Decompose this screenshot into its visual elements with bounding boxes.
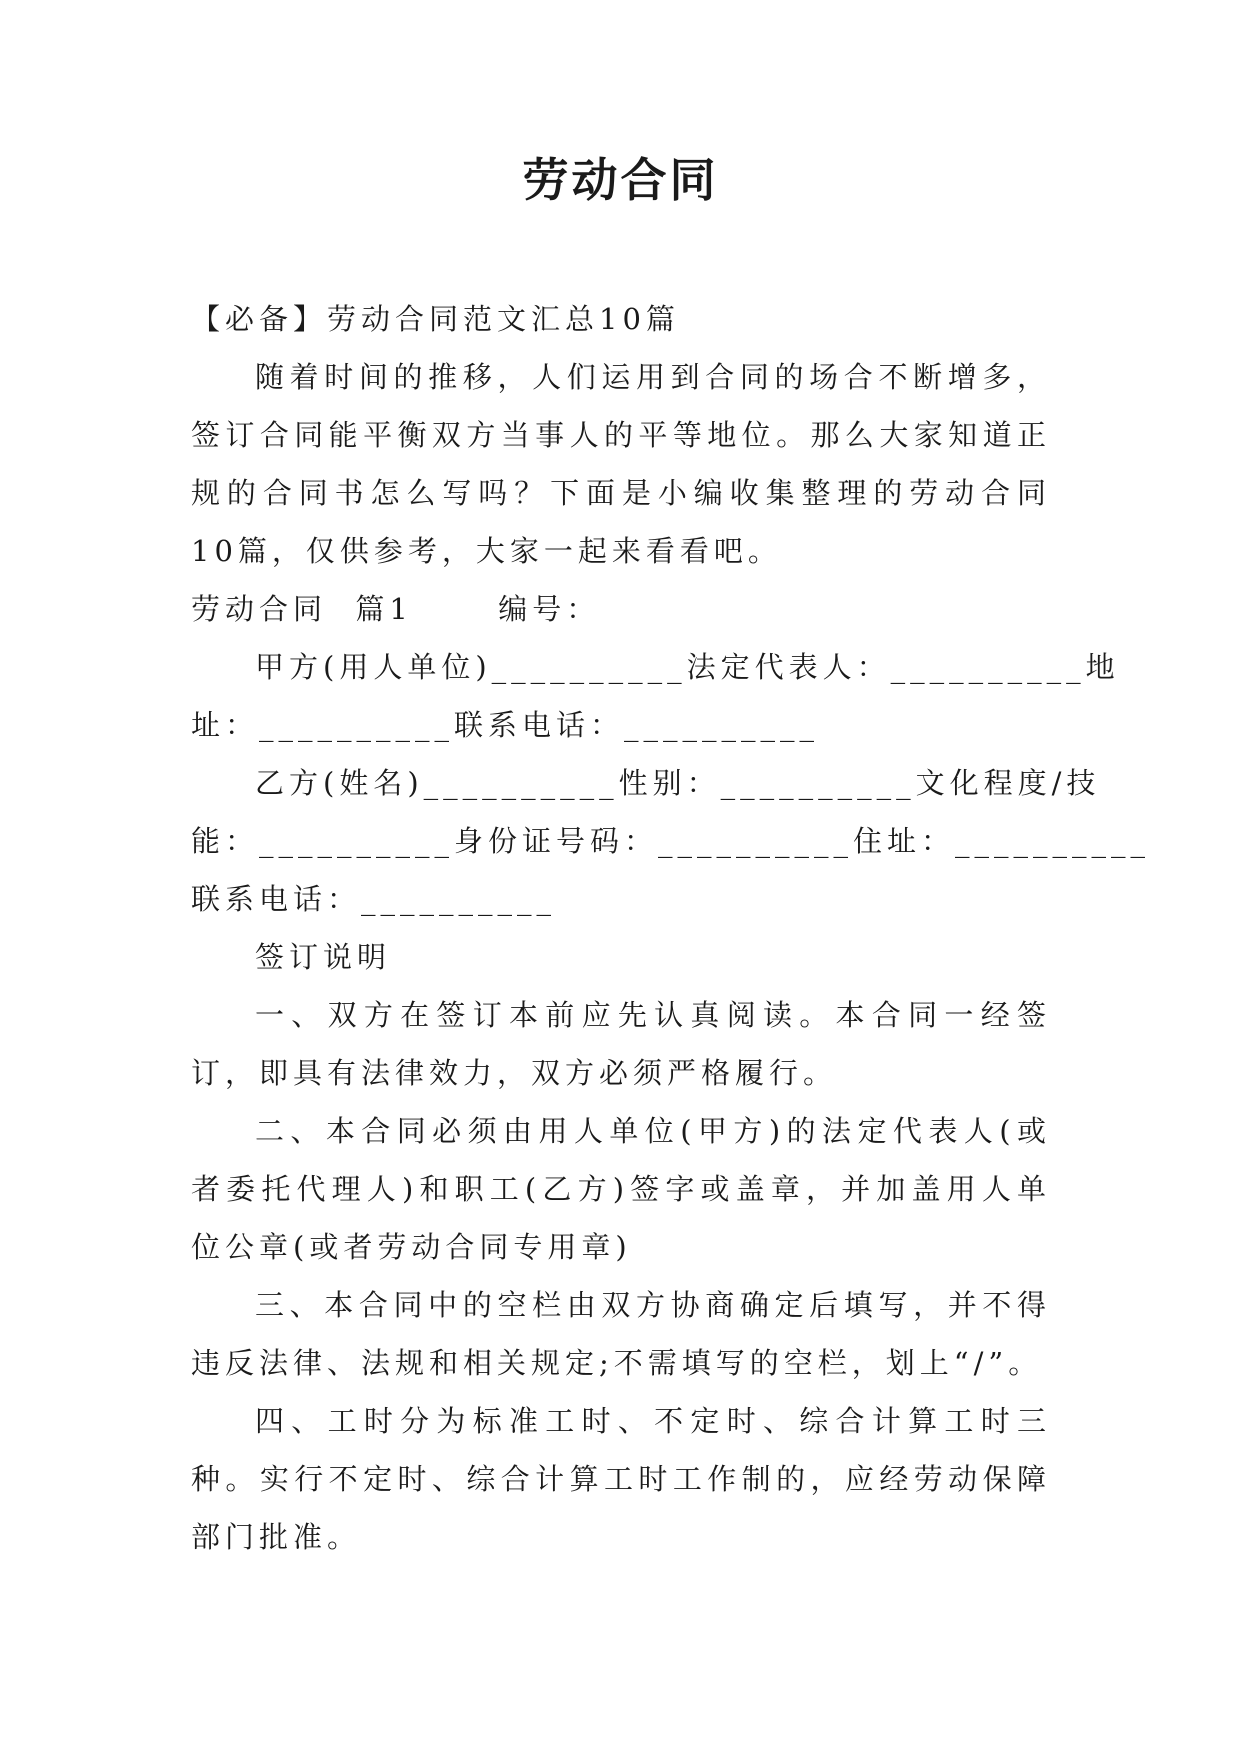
party-b-line-2: 能：__________身份证号码：__________住址：__________ xyxy=(191,824,1151,858)
intro-paragraph: 随着时间的推移，人们运用到合同的场合不断增多，签订合同能平衡双方当事人的平等地位。那么大家知道正规的合同书怎么写吗？下面是小编收集整理的劳动合同10篇，仅供参考，大家一起来看看吧。 xyxy=(191,360,1051,568)
document-title: 劳动合同 xyxy=(522,153,719,207)
instruction-item-3: 三、本合同中的空栏由双方协商确定后填写，并不得违反法律、法规和相关规定;不需填写的空栏，划上“/”。 xyxy=(191,1288,1051,1380)
party-b-line-1: 乙方(姓名)__________性别：__________文化程度/技 xyxy=(255,766,1101,800)
party-b-line-3: 联系电话：__________ xyxy=(191,882,557,916)
instruction-item-4: 四、工时分为标准工时、不定时、综合计算工时三种。实行不定时、综合计算工时工作制的，应经劳动保障部门批准。 xyxy=(191,1404,1051,1554)
instruction-item-1: 一、双方在签订本前应先认真阅读。本合同一经签订，即具有法律效力，双方必须严格履行。 xyxy=(191,998,1051,1090)
instruction-item-2: 二、本合同必须由用人单位(甲方)的法定代表人(或者委托代理人)和职工(乙方)签字或盖章，并加盖用人单位公章(或者劳动合同专用章) xyxy=(191,1114,1051,1264)
party-a-line-2: 址：__________联系电话：__________ xyxy=(191,708,820,742)
section-heading: 签订说明 xyxy=(255,940,392,974)
document-subtitle: 【必备】劳动合同范文汇总10篇 xyxy=(191,302,680,336)
article-header: 劳动合同 篇1 编号： xyxy=(191,592,601,626)
party-a-line-1: 甲方(用人单位)__________法定代表人：__________地 xyxy=(255,650,1120,684)
document-body xyxy=(191,290,1151,1566)
